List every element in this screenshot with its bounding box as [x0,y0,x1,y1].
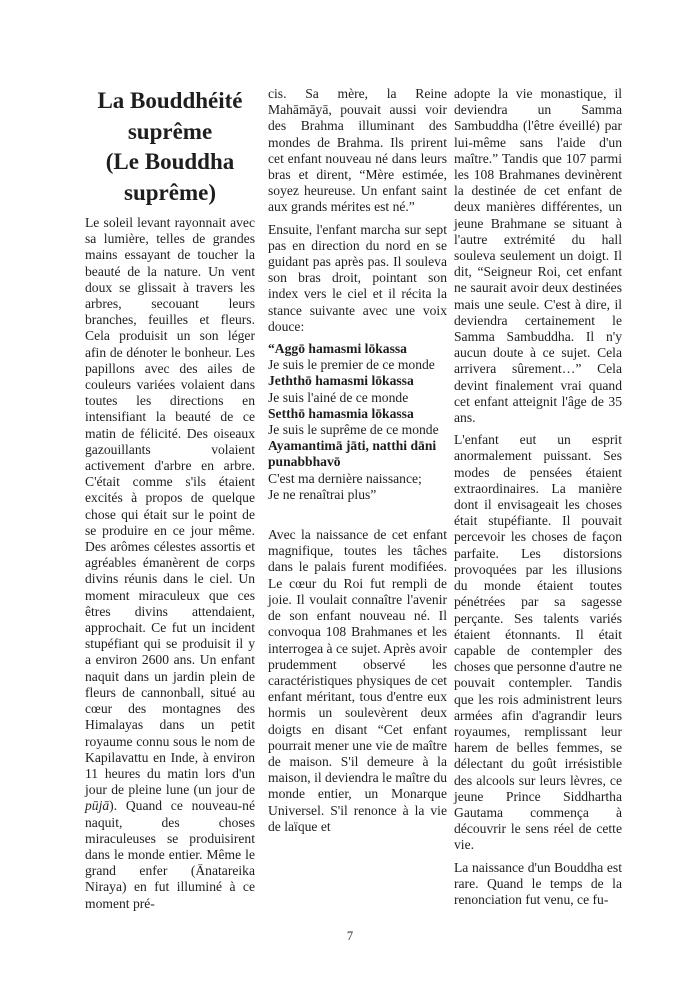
paragraph-renunciation: La naissance d'un Bouddha est rare. Quand le temps de la renonciation fut venu, ce fu- [454,859,622,907]
text-segment: Le soleil levant rayonnait avec sa lumière, telles de grandes mains essayant de toucher la beauté de la nature. Un vent doux se glissait à travers les arbres, secouant leurs branches, feuilles et fleurs. Cela produisit un son léger afin de dénoter le bonheur. Les papillons avec des ailes de couleurs variées volaient dans toutes les directions en intensifiant la beauté de ce matin de félicité. Des oiseaux gazouillants volaient activement d'arbre en arbre. C'était comme s'ils étaient excités à propos de quelque chose qui était sur le point de se produire en ce jour même. Des arômes célestes assortis et agréables émanèrent de corps divins réunis dans le ciel. Un moment miraculeux que ces êtres divins attendaient, approchait. Ce fut un incident stupéfiant qui se produisit il y a environ 2600 ans. Un enfant naquit dans un jardin plein de fleurs de cannonball, situé au cœur des montagnes des Himalayas dans un petit royaume connu sous le nom de Kapilavattu en Inde, à environ 11 heures du matin lors d'un jour de pleine lune (un jour de [85,215,255,798]
paragraph-intro [85,215,255,912]
stanza-pali-line-3: Setthō hamasmia lōkassa [268,405,414,421]
paragraph-birth: cis. Sa mère, la Reine Mahāmāyā, pouvait aussi voir des Brahma illuminant des mondes de Brahma. Ils prirent cet enfant nouveau né dans leurs bras et dirent, “Mère estimée, soyez heureuse. Un enfant saint aux grands mérites est né.” [268,86,447,215]
column-2 [268,86,447,835]
paragraph-palace: Avec la naissance de cet enfant magnifique, toutes les tâches dans le palais furent modifiées. Le cœur du Roi fut rempli de joie. Il voulait connaître l'avenir de son enfant nouveau né. Il convoqua 108 Brahmanes et les interrogea à ce sujet. Après avoir prudemment observé les caractéristiques physiques de cet enfant méritant, tous d'entre eux hormis un soulevèrent deux doigts en disant “Cet enfant pourrait mener une vie de maître de maison. S'il demeure à la maison, il deviendra le maître du monde entier, un Monarque Universel. S'il renonce à la vie de laïque et [268,527,447,834]
stanza-pali-line-1: “Aggō hamasmi lōkassa [268,341,407,357]
article-title-line-1: La Bouddhéité suprême [97,88,243,144]
stanza-pali-line-2: Jeththō hamasmi lōkassa [268,373,414,389]
column-3 [454,86,622,908]
article-title [85,86,255,208]
page-number: 7 [346,929,354,943]
italic-text-segment: pūjā [85,798,110,814]
page-content [85,86,622,912]
paragraph-mind: L'enfant eut un esprit anormalement puissant. Ses modes de pensées étaient extraordinaires. La manière dont il envisageait les choses était stupéfiante. Il pouvait percevoir les choses de façon parfaite. Les distorsions provoquées par les illusions du monde étaient toutes pénétrées par sa sagesse perçante. Ses talents variés étaient étonnants. Il était capable de contempler des choses que personne d'autre ne pouvait contempler. Tandis que les rois administrent leurs armées afin d'agrandir leurs royaumes, remplissant leur harem de belles femmes, se délectant du goût irrésistible des alcools sur leurs lèvres, ce jeune Prince Siddhartha Gautama commença à découvrir le sens réel de cette vie. [454,432,622,853]
text-segment: ). Quand ce nouveau-né naquit, des choses miraculeuses se produisirent dans le monde entier. Même le grand enfer (Ānatareika Niraya) en fut illuminé à ce moment pré- [85,798,255,911]
article-title-line-2: (Le Bouddha suprême) [105,149,235,205]
stanza-translation-line-4a: C'est ma dernière naissance; [268,470,422,486]
stanza-translation-line-4b: Je ne renaîtrai plus” [268,486,377,502]
pali-stanza [268,341,447,503]
column-1 [85,86,255,912]
stanza-translation-line-2: Je suis l'ainé de ce monde [268,389,409,405]
paragraph-prophecy: adopte la vie monastique, il deviendra un Samma Sambuddha (l'être éveillé) par lui-même sans l'aide d'un maître.” Tandis que 107 parmi les 108 Brahmanes devinèrent la destinée de cet enfant de deux manières différentes, un jeune Brahmane se situant à l'autre extrémité du hall souleva seulement un doigt. Il dit, “Seigneur Roi, cet enfant ne saurait avoir deux destinées mais une seule. C'est à dire, il deviendra certainement le Samma Sambuddha. Il n'y aucun doute à ce sujet. Cela arrivera sûrement…” Cela devint finalement vrai quand cet enfant atteignit l'âge de 35 ans. [454,86,622,426]
paragraph-seven-steps: Ensuite, l'enfant marcha sur sept pas en direction du nord en se guidant pas après pas. Il souleva son bras droit, pointant son index vers le ciel et il récita la stance suivante avec une voix douce: [268,221,447,334]
stanza-pali-line-4: Ayamantimā jāti, natthi dāni punabbhavō [268,438,437,470]
stanza-translation-line-1: Je suis le premier de ce monde [268,357,435,373]
stanza-translation-line-3: Je suis le suprême de ce monde [268,422,439,438]
